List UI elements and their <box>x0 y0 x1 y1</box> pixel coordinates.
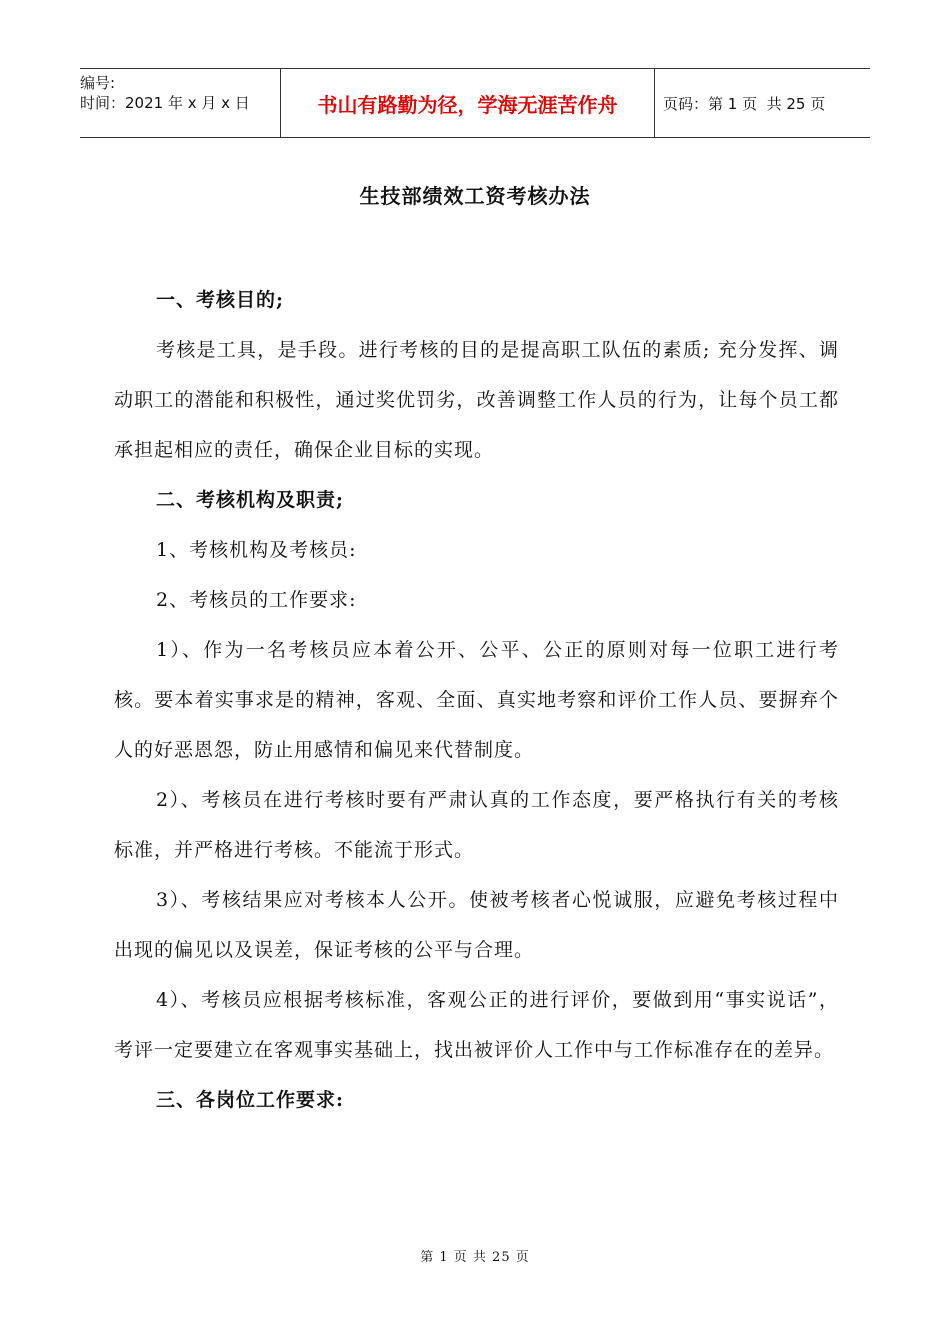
body-paragraph: 4）、考核员应根据考核标准，客观公正的进行评价，要做到用“事实说话”，考评一定要建立在客观事实基础上，找出被评价人工作中与工作标准存在的差异。 <box>114 989 839 1061</box>
document-number-label: 编号: <box>80 74 116 92</box>
body-paragraph: 1、考核机构及考核员: <box>156 539 357 561</box>
body-paragraph: 考核是工具，是手段。进行考核的目的是提高职工队伍的素质; 充分发挥、调动职工的潜能和积极性，通过奖优罚劣，改善调整工作人员的行为，让每个员工都承担起相应的责任，确保企业目标的实现。 <box>114 339 839 461</box>
body-paragraph: 2、考核员的工作要求: <box>156 589 357 611</box>
section-heading: 一、考核目的; <box>156 289 285 311</box>
header-page-info <box>655 69 870 137</box>
document-body <box>114 275 839 1125</box>
header-motto: 书山有路勤为径，学海无涯苦作舟 <box>280 69 655 137</box>
page-footer: 第 1 页 共 25 页 <box>420 1250 530 1265</box>
section-heading: 三、各岗位工作要求: <box>156 1089 345 1111</box>
section-heading: 二、考核机构及职责; <box>156 489 345 511</box>
body-paragraph: 1）、作为一名考核员应本着公开、公平、公正的原则对每一位职工进行考核。要本着实事求是的精神，客观、全面、真实地考察和评价工作人员、要摒弃个人的好恶恩怨，防止用感情和偏见来代替制度。 <box>114 639 839 761</box>
document-title: 生技部绩效工资考核办法 <box>359 184 591 208</box>
header-meta <box>80 69 280 137</box>
page-info-text: 页码：第 1 页 共 25 页 <box>663 94 826 113</box>
page-header <box>80 68 870 138</box>
document-date: 时间：2021 年 x 月 x 日 <box>80 94 250 112</box>
body-paragraph: 3）、考核结果应对考核本人公开。使被考核者心悦诚服，应避免考核过程中出现的偏见以及误差，保证考核的公平与合理。 <box>114 889 839 961</box>
body-paragraph: 2）、考核员在进行考核时要有严肃认真的工作态度，要严格执行有关的考核标准，并严格进行考核。不能流于形式。 <box>114 789 839 861</box>
